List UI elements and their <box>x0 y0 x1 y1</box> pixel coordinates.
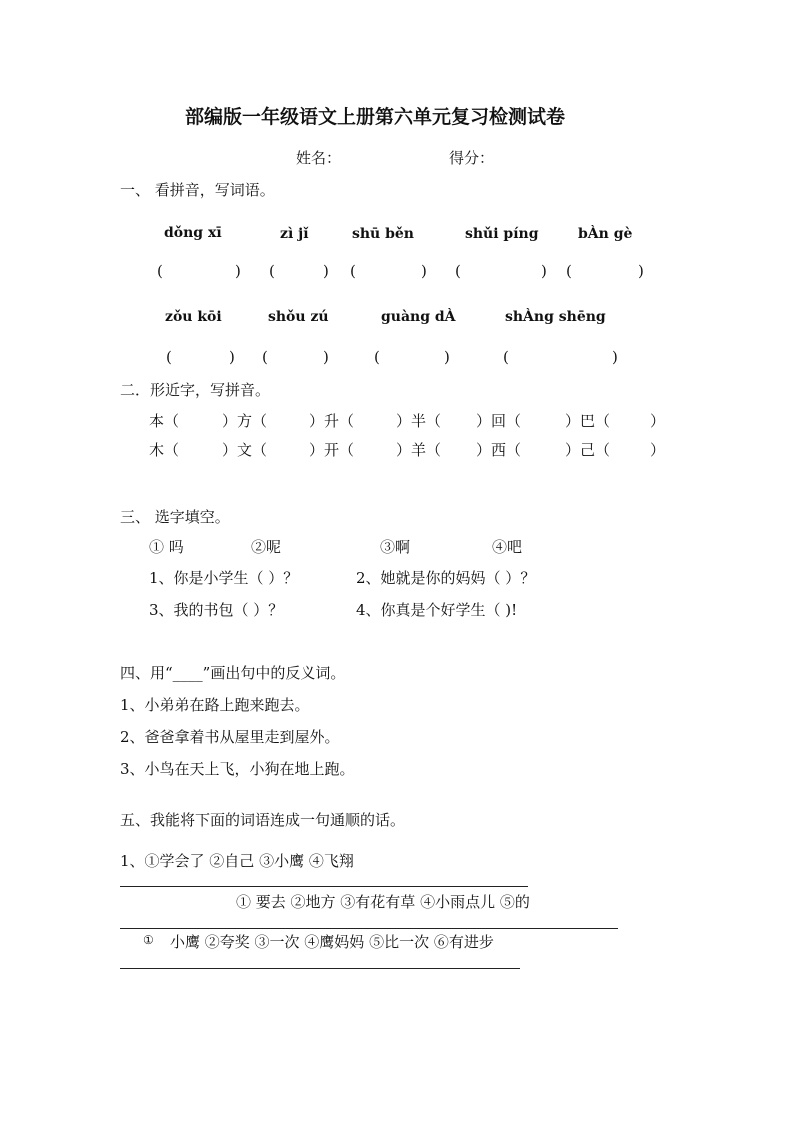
sentence-1: 1、小弟弟在路上跑来跑去。 <box>120 696 310 714</box>
pinyin-5: bÀn gè <box>578 226 633 242</box>
pinyin-3: shū běn <box>352 226 414 242</box>
pinyin-4: shǔi píng <box>465 226 539 242</box>
paren-open: ( <box>350 262 356 280</box>
section-1-heading: 一、 看拼音，写词语。 <box>120 181 275 199</box>
option-2: ②呢 <box>251 538 282 556</box>
char-cell: ）方（ <box>222 412 268 430</box>
char-cell: ）文（ <box>222 441 268 459</box>
question-3: 3、我的书包（ ）？ <box>149 601 284 619</box>
paren-open: ( <box>166 348 172 366</box>
paren-close: ) <box>541 262 547 280</box>
char-cell: ）西（ <box>476 441 522 459</box>
char-cell: ） <box>650 412 666 430</box>
char-cell: ）回（ <box>476 412 522 430</box>
paren-open: ( <box>262 348 268 366</box>
section-5-heading: 五、我能将下面的词语连成一句通顺的话。 <box>120 811 406 829</box>
words-1: 1、①学会了 ②自己 ③小鹰 ④飞翔 <box>120 852 354 870</box>
circle-one: ① <box>143 933 154 947</box>
paren-close: ) <box>612 348 618 366</box>
score-label: 得分： <box>449 149 495 167</box>
sentence-3: 3、小鸟在天上飞，小狗在地上跑。 <box>120 760 355 778</box>
paren-close: ) <box>444 348 450 366</box>
name-label: 姓名： <box>296 149 342 167</box>
paren-open: ( <box>503 348 509 366</box>
words-3: 小鹰 ②夸奖 ③一次 ④鹰妈妈 ⑤比一次 ⑥有进步 <box>170 933 494 951</box>
answer-line-3 <box>120 968 520 969</box>
pinyin-8: guàng dÀ <box>381 309 456 325</box>
pinyin-7: shǒu zú <box>268 309 329 325</box>
words-2: ① 要去 ②地方 ③有花有草 ④小雨点儿 ⑤的 <box>236 893 530 911</box>
paren-close: ) <box>421 262 427 280</box>
question-1: 1、你是小学生（ ）？ <box>149 569 299 587</box>
paren-open: ( <box>157 262 163 280</box>
paren-close: ) <box>323 262 329 280</box>
paren-open: ( <box>566 262 572 280</box>
pinyin-2: zì jǐ <box>280 226 309 242</box>
section-4-heading: 四、用“____”画出句中的反义词。 <box>120 664 346 682</box>
option-3: ③啊 <box>380 538 411 556</box>
paren-open: ( <box>269 262 275 280</box>
option-1: ① 吗 <box>149 538 184 556</box>
sentence-2: 2、爸爸拿着书从屋里走到屋外。 <box>120 728 340 746</box>
char-cell: ） <box>650 441 666 459</box>
page-title: 部编版一年级语文上册第六单元复习检测试卷 <box>185 106 566 128</box>
question-2: 2、她就是你的妈妈（ ）？ <box>356 569 536 587</box>
pinyin-9: shÀng shēng <box>505 309 606 325</box>
char-cell: 木（ <box>149 441 180 459</box>
char-cell: ）巴（ <box>565 412 611 430</box>
section-3-heading: 三、 选字填空。 <box>120 508 230 526</box>
option-4: ④吧 <box>492 538 523 556</box>
paren-open: ( <box>374 348 380 366</box>
pinyin-6: zǒu kōi <box>165 309 222 325</box>
paren-close: ) <box>323 348 329 366</box>
char-cell: ）半（ <box>396 412 442 430</box>
paren-open: ( <box>455 262 461 280</box>
pinyin-1: dǒng xī <box>164 225 222 241</box>
char-cell: 本（ <box>149 412 180 430</box>
paren-close: ) <box>638 262 644 280</box>
char-cell: ）己（ <box>565 441 611 459</box>
answer-line-1 <box>120 886 528 887</box>
paren-close: ) <box>229 348 235 366</box>
char-cell: ）开（ <box>309 441 355 459</box>
char-cell: ）升（ <box>309 412 355 430</box>
paren-close: ) <box>235 262 241 280</box>
section-2-heading: 二．形近字，写拼音。 <box>120 381 271 399</box>
answer-line-2 <box>120 928 618 929</box>
question-4: 4、你真是个好学生（ )! <box>356 601 518 619</box>
char-cell: ）羊（ <box>396 441 442 459</box>
